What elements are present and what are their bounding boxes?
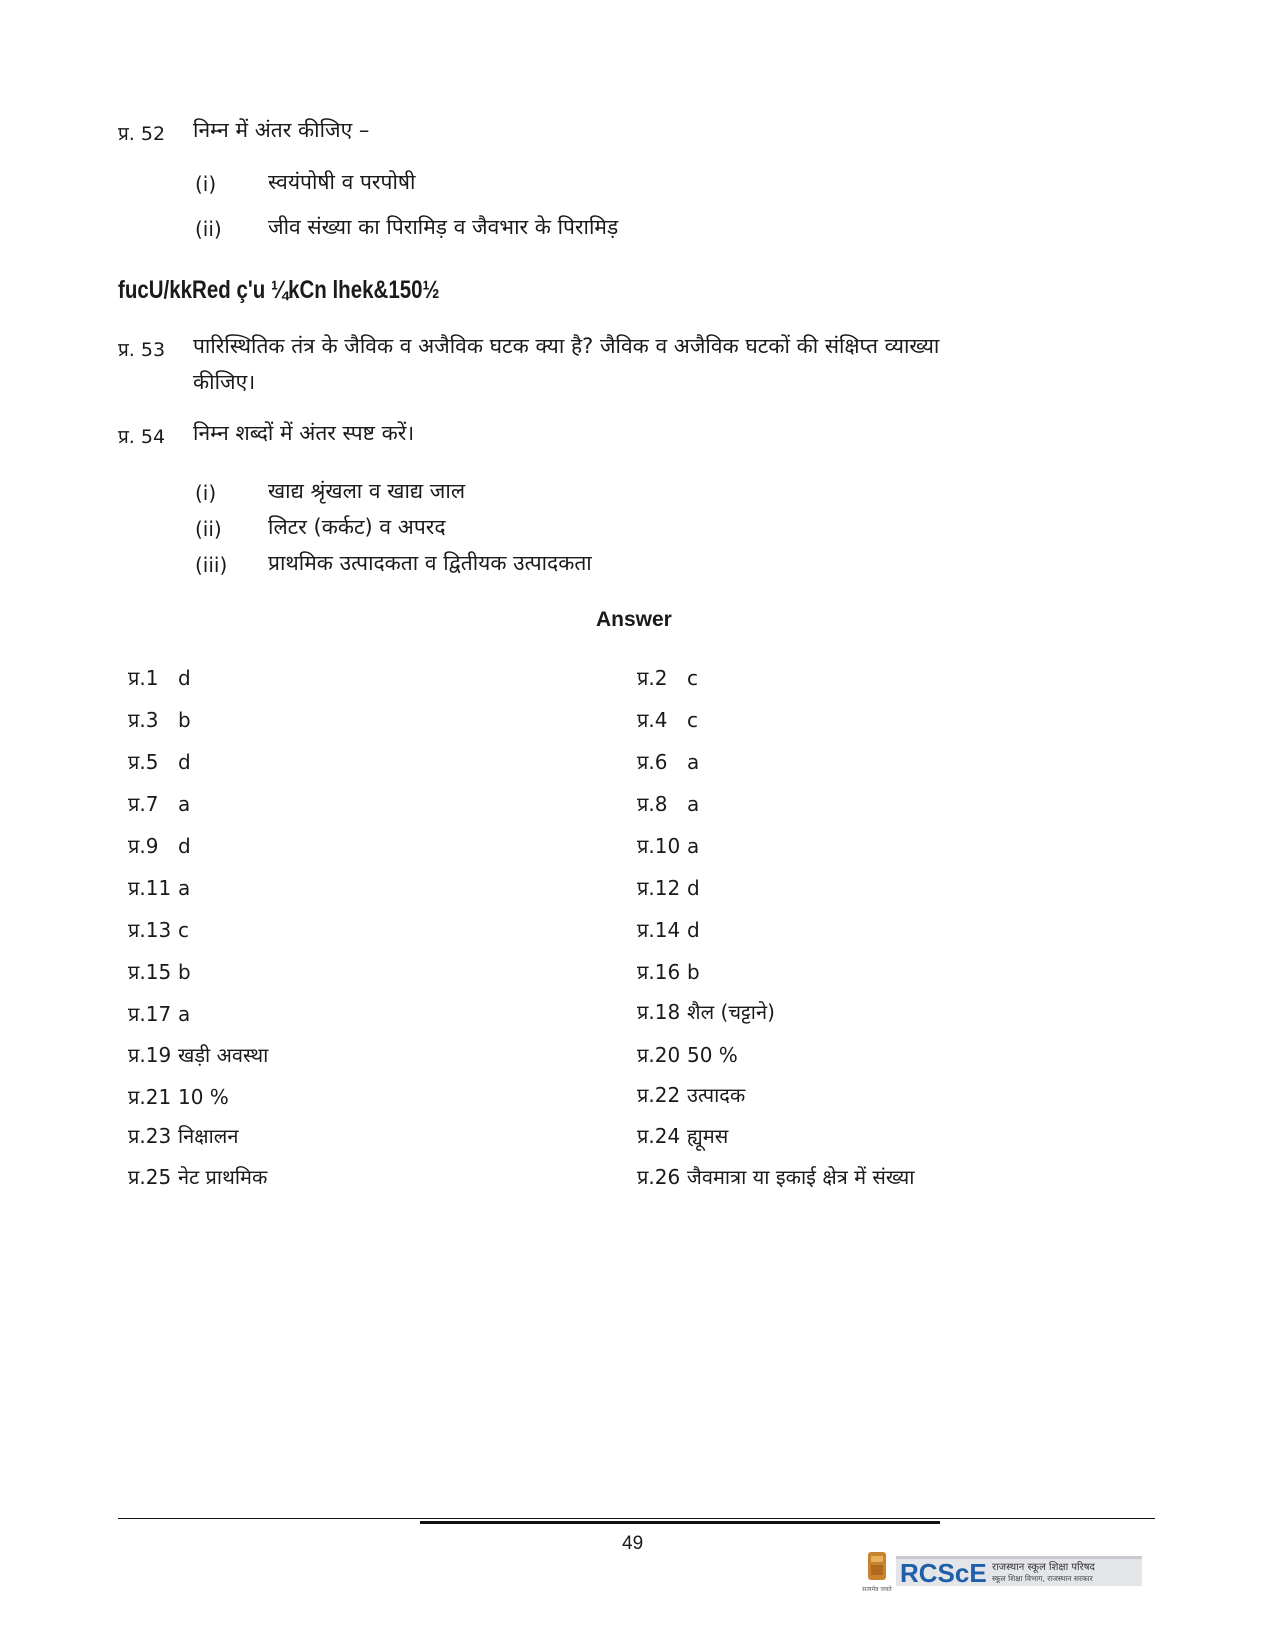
q54-item-text-3: प्राथमिक उत्पादकता व द्वितीयक उत्पादकता [268,551,592,575]
logo-subtitle-1: राजस्थान स्कूल शिक्षा परिषद [992,1562,1095,1573]
answer-item [637,790,699,817]
answer-item [128,706,191,733]
answer-value: 10 % [178,1085,229,1109]
answer-value: d [687,918,700,942]
answer-value: c [178,918,189,942]
answer-item [637,1122,728,1149]
emblem-caption: सत्यमेव जयते [862,1586,892,1593]
answer-value: d [178,750,191,774]
answer-question: प्र.8 [637,792,668,816]
answer-value: a [687,792,700,816]
answer-value: ह्यूमस [687,1124,729,1148]
answer-question: प्र.3 [128,708,159,732]
question-text-53-line-2: कीजिए। [193,370,256,394]
rcsce-logo [862,1548,1144,1594]
answer-value: 50 % [687,1043,738,1067]
answer-item [637,748,699,775]
answer-item [637,916,700,943]
section-heading: fucU/kkRed ç'u ¼kCn lhek&150½ [118,276,440,304]
q52-item-label-2: (ii) [195,217,222,241]
q54-item-label-3: (iii) [195,553,228,577]
answer-value: जैवमात्रा या इकाई क्षेत्र में संख्या [687,1165,915,1189]
answer-question: प्र.20 [637,1043,681,1067]
answer-question: प्र.25 [128,1165,172,1189]
answer-value: b [687,960,700,984]
answer-question: प्र.5 [128,750,159,774]
question-number-52: प्र. 52 [118,123,166,145]
answer-value: a [178,1002,191,1026]
answer-value: खड़ी अवस्था [178,1043,269,1067]
answer-question: प्र.10 [637,834,681,858]
answer-item [128,664,191,691]
answer-item [637,1081,745,1108]
q54-item-text-1: खाद्य श्रृंखला व खाद्य जाल [268,479,466,503]
question-text-54: निम्न शब्दों में अंतर स्पष्ट करें। [193,421,415,445]
answer-question: प्र.17 [128,1002,172,1026]
answer-item [637,874,700,901]
answer-value: a [178,792,191,816]
answer-item [637,998,775,1025]
footer-rule-thick [420,1521,940,1524]
answer-item [128,1083,229,1110]
answer-value: a [687,834,700,858]
question-number-54: प्र. 54 [118,426,166,448]
answer-item [128,748,191,775]
answer-question: प्र.15 [128,960,172,984]
answer-value: a [687,750,700,774]
answer-question: प्र.12 [637,876,681,900]
q52-item-label-1: (i) [195,172,217,196]
answer-question: प्र.23 [128,1124,172,1148]
q52-item-text-1: स्वयंपोषी व परपोषी [268,170,416,194]
q54-item-label-1: (i) [195,481,217,505]
answer-value: a [178,876,191,900]
answer-item [128,1000,190,1027]
answer-question: प्र.7 [128,792,159,816]
answer-item [128,790,190,817]
answer-value: b [178,708,191,732]
q54-item-text-2: लिटर (कर्कट) व अपरद [268,515,446,539]
answer-question: प्र.18 [637,1000,681,1024]
answer-value: नेट प्राथमिक [178,1165,268,1189]
answer-question: प्र.11 [128,876,172,900]
rcsce-logo-graphic [862,1548,1144,1594]
answer-item [128,958,191,985]
answer-item [637,1163,914,1190]
answer-item [128,832,191,859]
answer-value: d [687,876,700,900]
q52-item-text-2: जीव संख्या का पिरामिड़ व जैवभार के पिरामिड़ [268,215,619,239]
answer-question: प्र.1 [128,666,159,690]
answer-item [128,874,190,901]
answer-question: प्र.16 [637,960,681,984]
footer-rule-thin [118,1518,1155,1519]
answer-item [128,1041,268,1068]
answer-question: प्र.19 [128,1043,172,1067]
question-number-53: प्र. 53 [118,339,166,361]
answer-question: प्र.24 [637,1124,681,1148]
answer-question: प्र.9 [128,834,159,858]
answer-item [128,1163,267,1190]
logo-text: RCScE [900,1558,987,1588]
answer-value: d [178,834,191,858]
answer-value: b [178,960,191,984]
answer-question: प्र.6 [637,750,668,774]
answer-title: Answer [596,608,672,631]
answer-question: प्र.21 [128,1085,172,1109]
answer-item [637,958,700,985]
answer-question: प्र.13 [128,918,172,942]
answer-question: प्र.2 [637,666,668,690]
q54-item-label-2: (ii) [195,517,222,541]
answer-value: उत्पादक [687,1083,746,1107]
answer-item [637,664,698,691]
answer-value: d [178,666,191,690]
logo-subtitle-2: स्कूल शिक्षा विभाग, राजस्थान सरकार [992,1574,1093,1583]
page-number: 49 [622,1533,644,1554]
question-text-52: निम्न में अंतर कीजिए – [193,118,370,142]
answer-item [637,706,698,733]
state-emblem-icon [862,1552,892,1593]
answer-question: प्र.4 [637,708,668,732]
answer-item [637,1041,738,1068]
answer-question: प्र.14 [637,918,681,942]
answer-value: c [687,666,698,690]
answer-item [128,916,189,943]
answer-question: प्र.22 [637,1083,681,1107]
answer-value: शैल (चट्टाने) [687,1000,775,1024]
answer-item [128,1122,238,1149]
answer-question: प्र.26 [637,1165,681,1189]
question-text-53-line-1: पारिस्थितिक तंत्र के जैविक व अजैविक घटक क्या है? जैविक व अजैविक घटकों की संक्षिप्त व्याख्या [193,334,940,358]
answer-value: निक्षालन [178,1124,239,1148]
answer-value: c [687,708,698,732]
answer-item [637,832,699,859]
